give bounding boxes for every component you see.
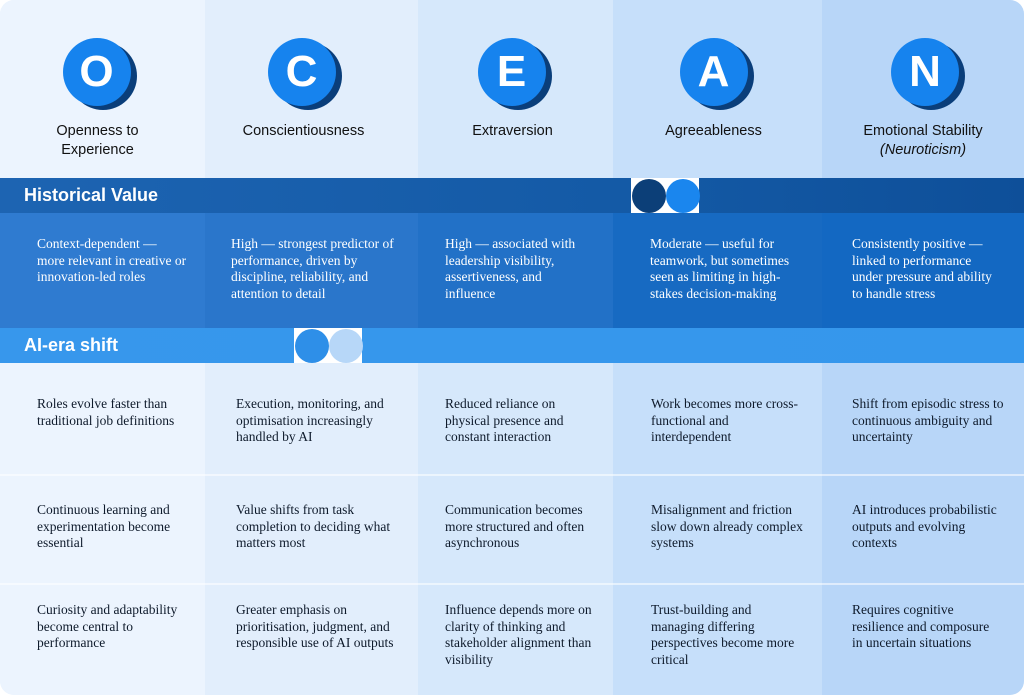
trait-header-conscientiousness	[205, 0, 418, 178]
letter-badge: C	[268, 38, 340, 110]
historical-cell-emotional-stability: Consistently positive — linked to performance under pressure and ability to handle stress	[852, 236, 992, 301]
historical-cell-agreeableness: Moderate — useful for teamwork, but sometimes seen as limiting in high-stakes decision-making	[650, 236, 790, 301]
trait-name: Extraversion	[472, 123, 553, 139]
decorative-dots	[294, 328, 362, 363]
trait-name: Openness to Experience	[56, 123, 139, 158]
letter-badge: N	[891, 38, 963, 110]
ai-cell: Trust-building and managing differing perspectives become more critical	[651, 602, 795, 667]
ai-cell: Execution, monitoring, and optimisation increasingly handled by AI	[236, 396, 384, 444]
trait-header-emotional-stability	[822, 0, 1024, 178]
decorative-dots	[631, 178, 699, 213]
ai-cell: Communication becomes more structured and often asynchronous	[445, 502, 585, 550]
ai-cell: Curiosity and adaptability become central to performance	[37, 602, 178, 650]
trait-name: Conscientiousness	[242, 123, 365, 139]
historical-value-title: Historical Value	[24, 185, 159, 205]
letter-badge: O	[63, 38, 135, 110]
historical-cell-conscientiousness: High — strongest predictor of performance, driven by discipline, reliability, and attention to detail	[231, 236, 394, 301]
trait-name: Agreeableness	[665, 123, 762, 139]
row-divider	[0, 474, 1024, 476]
ai-cell: Work becomes more cross-functional and interdependent	[651, 396, 798, 444]
ai-cell: Continuous learning and experimentation become essential	[37, 502, 171, 550]
letter-badge: E	[478, 38, 550, 110]
ai-era-shift-header	[0, 328, 1024, 363]
ai-cell: Reduced reliance on physical presence and constant interaction	[445, 396, 564, 444]
ai-cell: Value shifts from task completion to deciding what matters most	[236, 502, 391, 550]
ai-cell: Requires cognitive resilience and composure in uncertain situations	[852, 602, 990, 650]
ai-cell: Roles evolve faster than traditional job definitions	[37, 396, 175, 428]
trait-header-extraversion	[418, 0, 613, 178]
trait-header-openness	[0, 0, 205, 178]
trait-name: Emotional Stability (Neuroticism)	[863, 123, 983, 158]
historical-value-header	[0, 178, 1024, 213]
historical-cell-openness: Context-dependent — more relevant in creative or innovation-led roles	[37, 236, 187, 284]
ai-cell: Misalignment and friction slow down already complex systems	[651, 502, 803, 550]
trait-header-agreeableness	[613, 0, 822, 178]
ai-cell: Shift from episodic stress to continuous ambiguity and uncertainty	[852, 396, 1004, 444]
ai-cell: Influence depends more on clarity of thinking and stakeholder alignment than visibility	[445, 602, 592, 667]
ai-cell: Greater emphasis on prioritisation, judgment, and responsible use of AI outputs	[236, 602, 394, 650]
ai-cell: AI introduces probabilistic outputs and evolving contexts	[852, 502, 997, 550]
historical-cell-extraversion: High — associated with leadership visibility, assertiveness, and influence	[445, 236, 576, 301]
row-divider	[0, 583, 1024, 585]
ai-era-shift-title: AI-era shift	[24, 335, 119, 355]
letter-badge: A	[680, 38, 752, 110]
